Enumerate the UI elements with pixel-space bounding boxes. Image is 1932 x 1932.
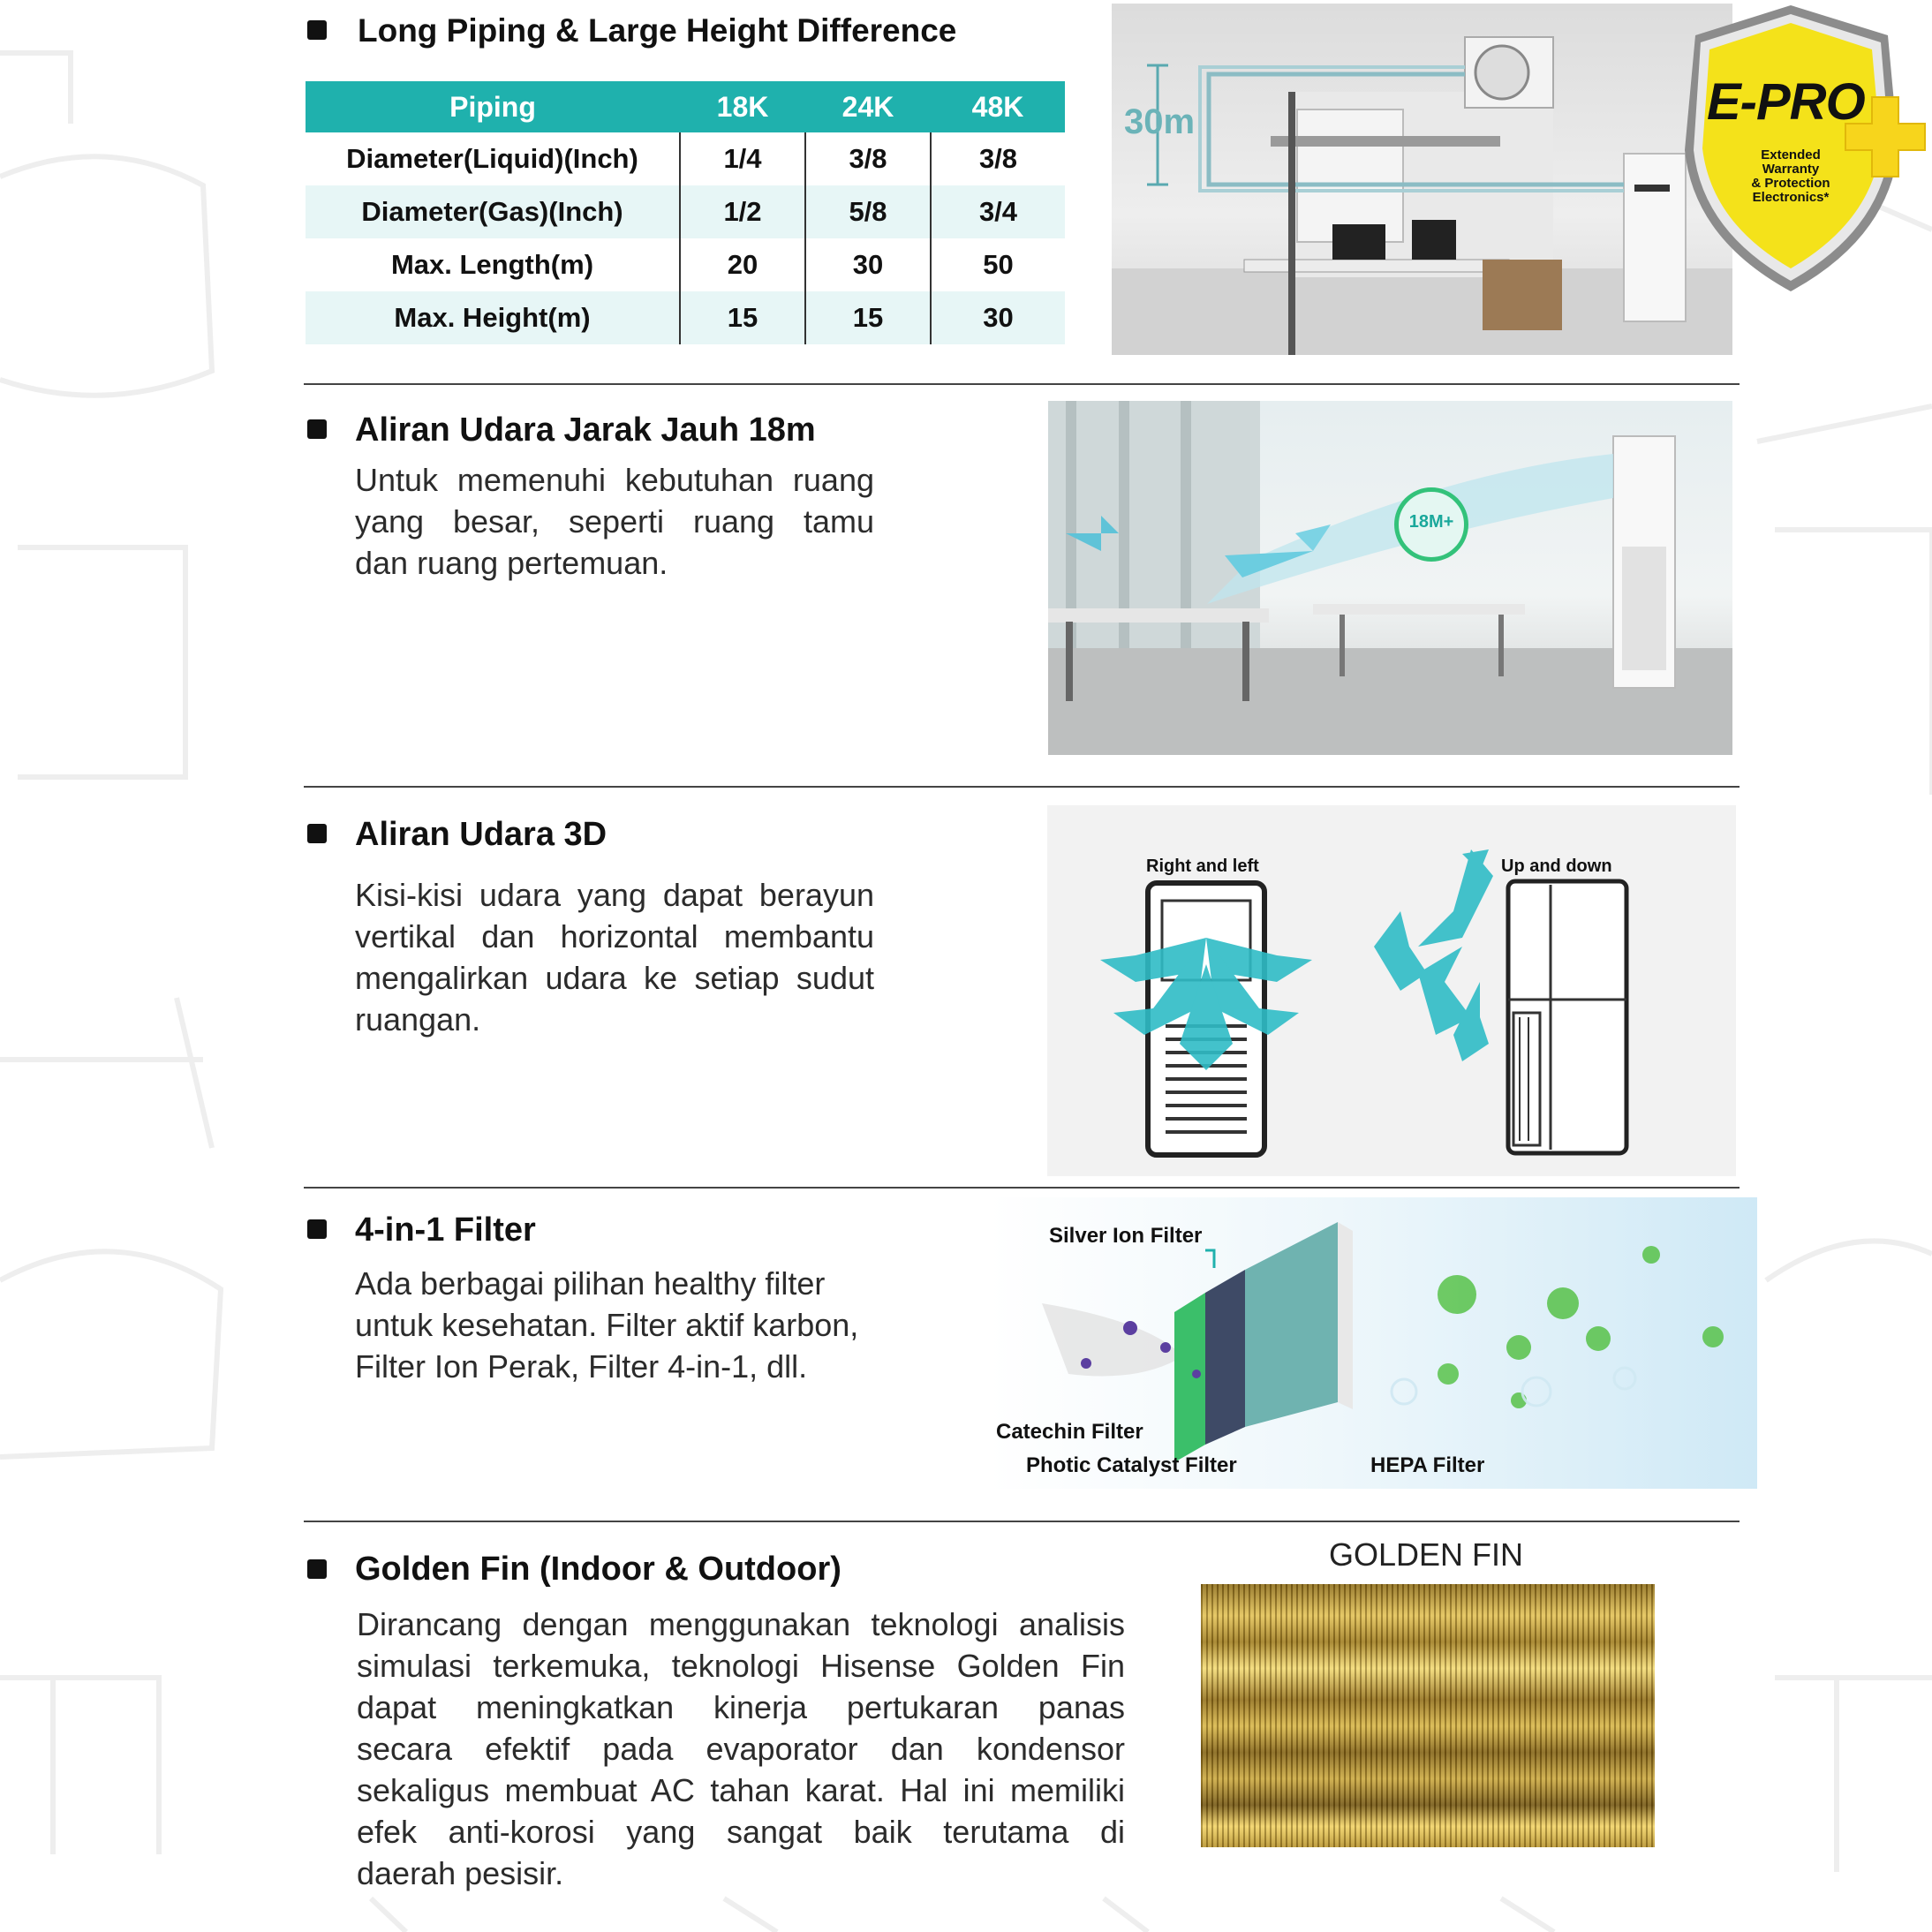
table-cell: Diameter(Liquid)(Inch) bbox=[346, 143, 638, 174]
table-cell: 3/8 bbox=[931, 132, 1065, 185]
divider bbox=[304, 383, 1740, 385]
paragraph-line: dan ruang pertemuan. bbox=[355, 545, 668, 581]
section4-title: 4-in-1 Filter bbox=[355, 1211, 536, 1249]
table-cell: 3/8 bbox=[805, 132, 931, 185]
section2-bullet bbox=[307, 419, 327, 439]
table-cell: 15 bbox=[805, 291, 931, 344]
epro-title: E-PRO bbox=[1707, 73, 1865, 131]
table-cell: 15 bbox=[680, 291, 805, 344]
paragraph-line: ruangan. bbox=[355, 1001, 481, 1038]
table-cell: 20 bbox=[680, 238, 805, 291]
paragraph-line: secara efektif pada evaporator dan kondensor bbox=[357, 1731, 1125, 1767]
table-cell: 3/4 bbox=[931, 185, 1065, 238]
right-left-label: Right and left bbox=[1146, 857, 1259, 876]
paragraph-line: Dirancang dengan menggunakan teknologi analisis bbox=[357, 1606, 1125, 1642]
table-cell: Max. Height(m) bbox=[306, 291, 680, 344]
up-down-label: Up and down bbox=[1501, 857, 1612, 876]
section2-title: Aliran Udara Jarak Jauh 18m bbox=[355, 411, 816, 449]
airflow-office-image bbox=[1048, 401, 1732, 755]
table-cell: Diameter(Gas)(Inch) bbox=[306, 185, 680, 238]
paragraph-line: Ada berbagai pilihan healthy filter bbox=[355, 1265, 826, 1302]
section2-description bbox=[355, 459, 874, 584]
epro-line: Warranty bbox=[1762, 162, 1820, 177]
silver-ion-filter-label: Silver Ion Filter bbox=[1049, 1224, 1203, 1248]
table-header-cell: 24K bbox=[805, 81, 931, 132]
epro-line: Electronics* bbox=[1752, 190, 1830, 205]
paragraph-line: mengalirkan udara ke setiap sudut bbox=[355, 960, 874, 996]
table-row bbox=[306, 185, 1065, 238]
piping-table-header bbox=[306, 81, 1065, 132]
table-cell: Max. Length(m) bbox=[390, 249, 594, 280]
section1-bullet bbox=[307, 20, 327, 40]
table-header-cell: Piping bbox=[306, 81, 680, 132]
epro-line: Extended bbox=[1761, 147, 1821, 162]
epro-line: & Protection bbox=[1751, 176, 1830, 191]
section1-title: Long Piping & Large Height Difference bbox=[358, 12, 957, 49]
filter-image bbox=[989, 1197, 1757, 1489]
section4-description bbox=[355, 1263, 885, 1387]
section5-description bbox=[357, 1604, 1125, 1894]
paragraph-line: sekaligus membuat AC tahan karat. Hal ini memiliki bbox=[357, 1772, 1125, 1808]
divider bbox=[304, 786, 1740, 788]
paragraph-line: daerah pesisir. bbox=[357, 1855, 564, 1891]
table-cell: 1/4 bbox=[680, 132, 805, 185]
epro-subtitle bbox=[1720, 148, 1861, 205]
distance-badge-label: 18M+ bbox=[1408, 512, 1454, 532]
section3-title: Aliran Udara 3D bbox=[355, 816, 608, 853]
table-cell: 5/8 bbox=[805, 185, 931, 238]
paragraph-line: untuk kesehatan. Filter aktif karbon, bbox=[355, 1307, 859, 1343]
office-piping-image bbox=[1112, 4, 1732, 355]
divider bbox=[304, 1521, 1740, 1522]
paragraph-line: Filter Ion Perak, Filter 4-in-1, dll. bbox=[355, 1348, 808, 1385]
epro-badge bbox=[1667, 0, 1932, 296]
hepa-filter-label: HEPA Filter bbox=[1370, 1453, 1485, 1477]
golden-fin-caption: GOLDEN FIN bbox=[1328, 1536, 1524, 1573]
section5-title: Golden Fin (Indoor & Outdoor) bbox=[355, 1551, 841, 1588]
table-cell: 30 bbox=[805, 238, 931, 291]
table-cell: 50 bbox=[931, 238, 1065, 291]
section3-bullet bbox=[307, 824, 327, 843]
section5-bullet bbox=[307, 1559, 327, 1579]
paragraph-line: Kisi-kisi udara yang dapat berayun bbox=[355, 877, 874, 913]
airflow-3d-image bbox=[1047, 805, 1736, 1176]
photic-catalyst-filter-label: Photic Catalyst Filter bbox=[1026, 1453, 1237, 1477]
table-row bbox=[306, 132, 1065, 185]
catechin-filter-label: Catechin Filter bbox=[996, 1420, 1143, 1444]
table-header-cell: 48K bbox=[931, 81, 1065, 132]
section4-bullet bbox=[307, 1219, 327, 1239]
paragraph-line: efek anti-korosi yang sangat baik terutama di bbox=[357, 1814, 1125, 1850]
height-label: 30m bbox=[1124, 102, 1196, 141]
paragraph-line: yang besar, seperti ruang tamu bbox=[355, 503, 874, 540]
paragraph-line: Untuk memenuhi kebutuhan ruang bbox=[355, 462, 874, 498]
table-row bbox=[306, 291, 1065, 344]
table-cell: 1/2 bbox=[680, 185, 805, 238]
golden-fin-image bbox=[1201, 1584, 1655, 1847]
table-cell: 30 bbox=[931, 291, 1065, 344]
table-header-cell: 18K bbox=[680, 81, 805, 132]
paragraph-line: dapat meningkatkan kinerja pertukaran panas bbox=[357, 1689, 1125, 1725]
section3-description bbox=[355, 874, 874, 1040]
paragraph-line: simulasi terkemuka, teknologi Hisense Golden Fin bbox=[357, 1648, 1125, 1684]
paragraph-line: vertikal dan horizontal membantu bbox=[355, 918, 874, 955]
piping-table bbox=[306, 81, 1065, 344]
divider bbox=[304, 1187, 1740, 1189]
table-row bbox=[306, 238, 1065, 291]
